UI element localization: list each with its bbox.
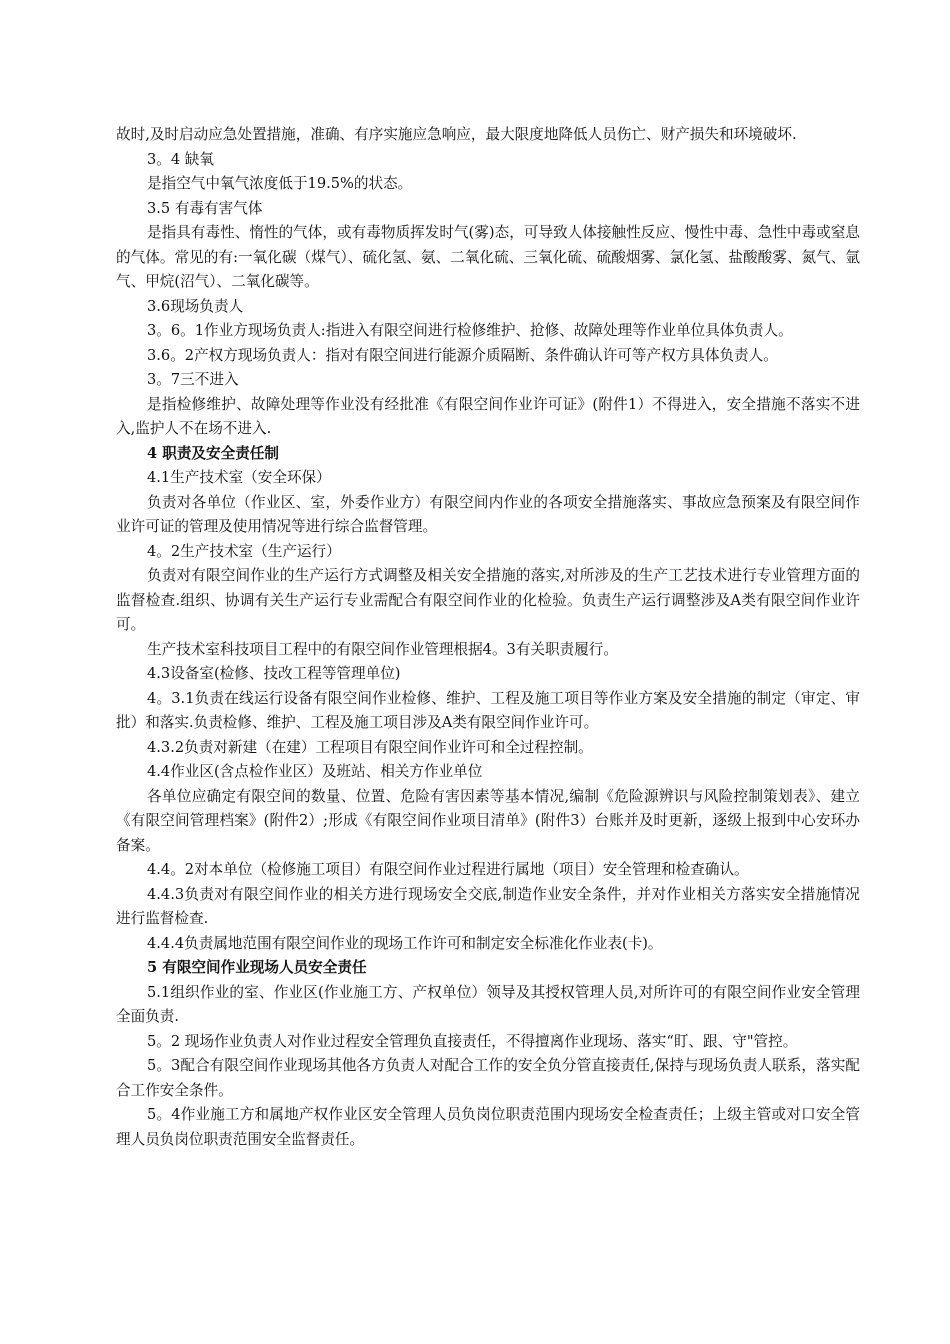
paragraph: 3。7三不进入 — [147, 371, 239, 388]
paragraph: 3。6。1作业方现场负责人:指进入有限空间进行检修维护、抢修、故障处理等作业单位具体负责人。 — [147, 322, 793, 339]
paragraph: 是指空气中氧气浓度低于19.5%的状态。 — [147, 175, 413, 192]
paragraph: 是指检修维护、故障处理等作业没有经批准《有限空间作业许可证》(附件1）不得进入，安全措施不落实不进入,监护人不在场不进入. — [116, 395, 860, 437]
paragraph: 3。4 缺氧 — [147, 150, 214, 168]
paragraph: 负责对有限空间作业的生产运行方式调整及相关安全措施的落实,对所涉及的生产工艺技术进行专业管理方面的监督检查.组织、协调有关生产运行专业需配合有限空间作业的化检验。负责生产运行调整涉及A类有限空间作业许可。 — [116, 567, 860, 633]
paragraph: 5。2 现场作业负责人对作业过程安全管理负直接责任，不得擅离作业现场、落实“盯、跟、守"管控。 — [147, 1032, 798, 1050]
paragraph: 负责对各单位（作业区、室，外委作业方）有限空间内作业的各项安全措施落实、事故应急预案及有限空间作业许可证的管理及使用情况等进行综合监督管理。 — [116, 493, 860, 535]
paragraph: 4.4。2对本单位（检修施工项目）有限空间作业过程进行属地（项目）安全管理和检查确认。 — [147, 861, 749, 878]
paragraph: 4.4.3负责对有限空间作业的相关方进行现场安全交底,制造作业安全条件，并对作业相关方落实安全措施情况进行监督检查. — [116, 885, 860, 927]
paragraph: 4.4作业区(含点检作业区）及班站、相关方作业单位 — [147, 763, 483, 780]
document-body — [116, 123, 860, 1152]
paragraph: 3.6现场负责人 — [147, 297, 244, 315]
paragraph: 3.6。2产权方现场负责人：指对有限空间进行能源介质隔断、条件确认许可等产权方具体负责人。 — [147, 346, 778, 364]
paragraph: 故时,及时启动应急处置措施，准确、有序实施应急响应，最大限度地降低人员伤亡、财产损失和环境破坏. — [116, 126, 797, 143]
paragraph: 生产技术室科技项目工程中的有限空间作业管理根据4。3有关职责履行。 — [147, 640, 618, 658]
paragraph: 4.4.4负责属地范围有限空间作业的现场工作许可和制定安全标准化作业表(卡)。 — [147, 934, 663, 952]
paragraph: 5.1组织作业的室、作业区(作业施工方、产权单位）领导及其授权管理人员,对所许可的有限空间作业安全管理全面负责. — [116, 983, 860, 1025]
paragraph: 4.3设备室(检修、技改工程等管理单位) — [147, 665, 401, 682]
paragraph: 各单位应确定有限空间的数量、位置、危险有害因素等基本情况,编制《危险源辨识与风险控制策划表》、建立《有限空间管理档案》(附件2）;形成《有限空间作业项目清单》(附件3）台账并及时更新，逐级上报到中心安环办备案。 — [116, 787, 860, 854]
paragraph: 3.5 有毒有害气体 — [147, 199, 263, 217]
paragraph: 5。3配合有限空间作业现场其他各方负责人对配合工作的安全负分管直接责任,保持与现场负责人联系，落实配合工作安全条件。 — [116, 1057, 860, 1099]
section-heading: 4 职责及安全责任制 — [147, 444, 279, 462]
paragraph: 4。2生产技术室（生产运行） — [147, 542, 341, 560]
paragraph: 4.3.2负责对新建（在建）工程项目有限空间作业许可和全过程控制。 — [147, 738, 593, 756]
paragraph: 4.1生产技术室（安全环保） — [147, 469, 331, 486]
section-heading: 5 有限空间作业现场人员安全责任 — [147, 959, 367, 976]
paragraph: 是指具有毒性、惰性的气体，或有毒物质挥发时气(雾)态，可导致人体接触性反应、慢性中毒、急性中毒或窒息的气体。常见的有:一氧化碳（煤气）、硫化氢、氨、二氧化硫、三氧化硫、硫酸烟雾、氯化氢、盐酸酸雾、氮气、氩气、甲烷(沼气）、二氧化碳等。 — [116, 224, 860, 290]
paragraph: 5。4作业施工方和属地产权作业区安全管理人员负岗位职责范围内现场安全检查责任；上级主管或对口安全管理人员负岗位职责范围安全监督责任。 — [116, 1106, 860, 1148]
paragraph: 4。3.1负责在线运行设备有限空间作业检修、维护、工程及施工项目等作业方案及安全措施的制定（审定、审批）和落实.负责检修、维护、工程及施工项目涉及A类有限空间作业许可。 — [116, 689, 860, 731]
